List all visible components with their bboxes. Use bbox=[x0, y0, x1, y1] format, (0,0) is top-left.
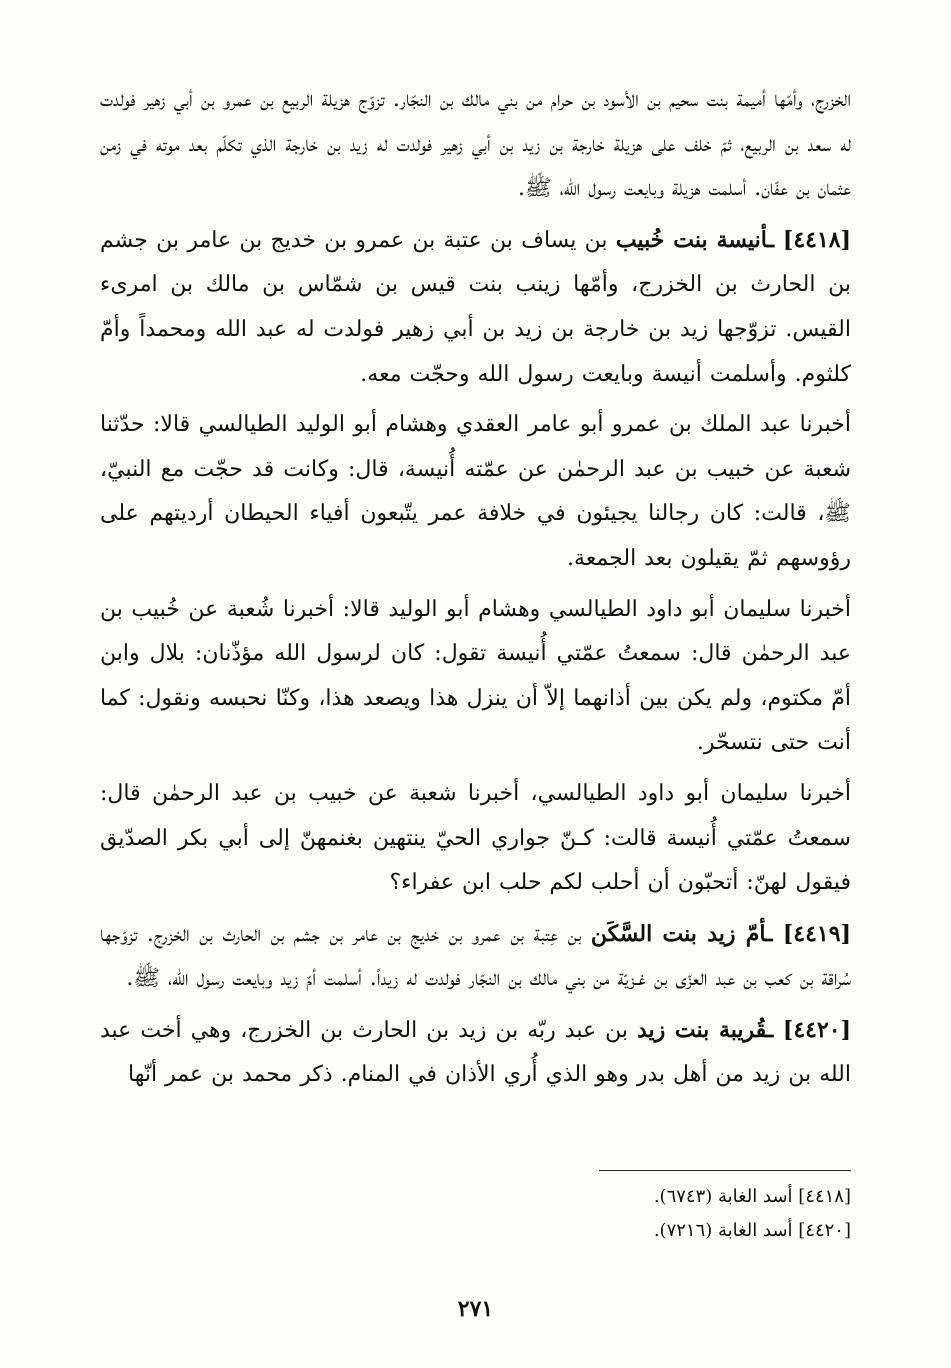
paragraph-text: بن يساف بن عتبة بن عمرو بن خديج بن عامر بن جشم بن الحارث بن الخزرج، وأمّها زينب بنت قيس بن شمّاس بن مالك بن امرىء القيس. تزوّجها زيد بن خارجة بن زيد بن أبي زهير فولدت له عبد الله ومحمداً وأمّ كلثوم. وأسلمت أنيسة وبايعت رسول الله وحجّت معه. bbox=[100, 227, 852, 387]
entry-name: قُريبة بنت زيد bbox=[636, 1016, 767, 1043]
entry-number: [٤٤١٨] ـ bbox=[767, 226, 851, 253]
paragraph-text: بن عبد ربّه بن زيد بن الحارث بن الخزرج، وهي أخت عبد الله بن زيد من أهل بدر وهو الذي أُري الأذان في المنام. ذكر محمد بن عمر أنّها bbox=[100, 1017, 851, 1088]
entry-name: أنيسة بنت خُبيب bbox=[615, 226, 768, 253]
paragraph-continuation bbox=[100, 78, 851, 212]
paragraph-text: بن عِتبة بن عمرو بن خديج بن عامر بن جشم بن الحارث بن الخزرج. تزوّجها سُراقة بن كعب بن عبد العزّى بن غـزيّة من بني مالك بن النجّار فولدت له زيداً. أسلمت أمّ زيد وبايعت رسول الله، ﷺ. bbox=[100, 921, 851, 992]
footnotes bbox=[100, 1180, 851, 1248]
narration-paragraph bbox=[100, 588, 851, 766]
narration-paragraph bbox=[100, 772, 851, 906]
entry-number: [٤٤٢٠] ـ bbox=[766, 1016, 852, 1043]
entry-number: [٤٤١٩] ـ bbox=[766, 920, 851, 947]
paragraph-text: الخزرج، وأمّها أميمة بنت سحيم بن الأسود بن حرام من بني مالك بن النجّار. تزوّج هزيلة الربيع بن عمرو بن أبي زهير فولدت له سعد بن الربيع، ثمّ خلف على هزيلة خارجة بن زيد بن أبي زهير فولدت له زيد بن خارجة الذي تكلّم بعد موته في زمن عثمان بن عفّان. أسلمت هزيلة وبايعت رسول الله، ﷺ. bbox=[100, 87, 851, 202]
paragraph-text: أخبرنا سليمان أبو داود الطيالسي وهشام أبو الوليد قالا: أخبرنا شُعبة عن خُبيب بن عبد الرحمٰن قال: سمعتُ عمّتي أُنيسة تقول: كان لرسول الله مؤذّنان: بلال وابن أمّ مكتوم، ولم يكن بين أذانهما إلاّ أن ينزل هذا ويصعد هذا، وكنّا نحبسه ونقول: كما أنت حتى نتسحّر. bbox=[100, 596, 851, 756]
footnote: [٤٤١٨] أسد الغابة (٦٧٤٣). bbox=[653, 1186, 851, 1207]
footnote: [٤٤٢٠] أسد الغابة (٧٢١٦). bbox=[653, 1220, 851, 1241]
narration-paragraph bbox=[100, 403, 851, 581]
main-text bbox=[100, 78, 851, 1098]
paragraph-text: أخبرنا سليمان أبو داود الطيالسي، أخبرنا شعبة عن خبيب بن عبد الرحمٰن قال: سمعتُ عمّتي أُنيسة قالت: كـنّ جواري الحيّ ينتهين بغنمهنّ إلى أبي بكر الصدّيق فيقول لهنّ: أتحبّون أن أحلب لكم حلب ابن عفراء؟ bbox=[100, 780, 851, 896]
page-number: ٢٧١ bbox=[457, 1296, 494, 1322]
entry-name: أمّ زيد بنت السَّكَن bbox=[590, 920, 767, 947]
entry-4420 bbox=[100, 1008, 851, 1098]
entry-4418 bbox=[100, 218, 851, 397]
entry-4419 bbox=[100, 912, 851, 1002]
footnote-divider bbox=[599, 1170, 851, 1171]
paragraph-text: أخبرنا عبد الملك بن عمرو أبو عامر العقدي وهشام أبو الوليد الطيالسي قالا: حدّثنا شعبة عن خبيب بن عبد الرحمٰن عن عمّته أُنيسة، قال: وكانت قد حجّت مع النبيّ، ﷺ، قالت: كان رجالنا يجيئون في خلافة عمر يتّبعون أفياء الحيطان أرديتهم على رؤوسهم ثمّ يقيلون بعد الجمعة. bbox=[100, 412, 851, 571]
